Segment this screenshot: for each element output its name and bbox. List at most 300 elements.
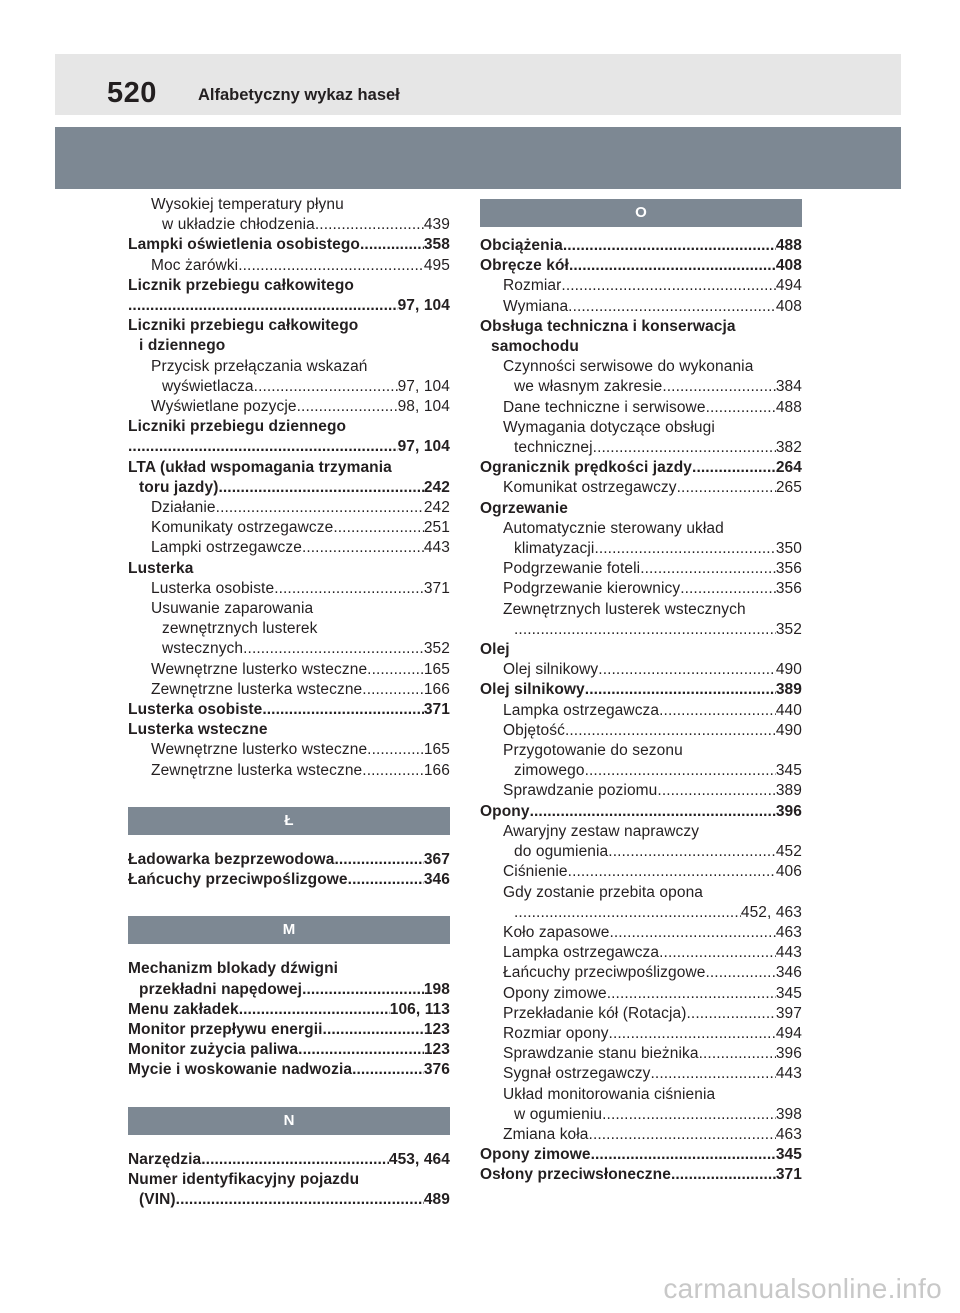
- entry-term: Numer identyfikacyjny pojazdu: [128, 1170, 360, 1188]
- entry-term: Narzędzia: [128, 1150, 202, 1168]
- entry-term: Lampki oświetlenia osobistego: [128, 236, 361, 254]
- leader-dots: [591, 1145, 776, 1165]
- index-entry: [128, 1060, 450, 1080]
- leader-dots: [218, 478, 423, 498]
- index-entry: [480, 923, 802, 943]
- index-entry: [128, 377, 450, 397]
- entry-page-ref: 98, 104: [397, 398, 450, 416]
- section-header-n: N: [128, 1107, 450, 1135]
- entry-page-ref: 371: [423, 579, 450, 597]
- entry-page-ref: 440: [775, 701, 802, 719]
- entry-list: [480, 236, 802, 1186]
- leader-dots: [201, 1150, 389, 1170]
- leader-dots: [254, 377, 398, 397]
- index-entry: [480, 620, 802, 640]
- leader-dots: [607, 984, 776, 1004]
- index-entry: [128, 740, 450, 760]
- index-entry: [480, 317, 802, 337]
- entry-term: Lusterka wsteczne: [128, 721, 268, 739]
- entry-term: zimowego: [514, 762, 585, 780]
- entry-page-ref: 371: [423, 701, 450, 719]
- index-entry: [128, 579, 450, 599]
- index-entry: [480, 963, 802, 983]
- index-entry: [128, 700, 450, 720]
- entry-page-ref: 443: [423, 539, 450, 557]
- index-entry: [480, 337, 802, 357]
- entry-term: Łańcuchy przeciwpoślizgowe: [128, 871, 348, 889]
- entry-term: Obsługa techniczna i konserwacja: [480, 317, 736, 335]
- index-entry: [128, 357, 450, 377]
- entry-term: Ciśnienie: [503, 863, 568, 881]
- index-entry: [480, 418, 802, 438]
- leader-dots: [687, 1004, 776, 1024]
- leader-dots: [585, 680, 776, 700]
- entry-term: Lusterka osobiste: [151, 579, 275, 597]
- entry-term: wyświetlacza: [162, 377, 254, 395]
- entry-term: Monitor zużycia paliwa: [128, 1041, 299, 1059]
- entry-term: w ogumieniu: [514, 1105, 603, 1123]
- index-entry: [128, 639, 450, 659]
- entry-list: [128, 959, 450, 1080]
- index-column-right: [480, 199, 802, 1186]
- entry-term: Olej: [480, 641, 510, 659]
- leader-dots: [128, 437, 398, 457]
- index-entry: [480, 984, 802, 1004]
- index-entry: [128, 1190, 450, 1210]
- leader-dots: [298, 1040, 424, 1060]
- page-number: 520: [107, 77, 157, 109]
- leader-dots: [699, 1044, 776, 1064]
- entry-term: Mechanizm blokady dźwigni: [128, 960, 339, 978]
- entry-term: Wymagania dotyczące obsługi: [503, 418, 715, 436]
- index-entry: [128, 458, 450, 478]
- leader-dots: [680, 579, 776, 599]
- index-entry: [480, 377, 802, 397]
- index-entry: [480, 579, 802, 599]
- entry-term: zewnętrznych lusterek: [162, 620, 318, 638]
- index-entry: [128, 276, 450, 296]
- entry-page-ref: 198: [423, 980, 450, 998]
- index-entry: [480, 519, 802, 539]
- leader-dots: [514, 903, 741, 923]
- entry-page-ref: 352: [423, 640, 450, 658]
- leader-dots: [609, 1024, 776, 1044]
- entry-page-ref: 443: [775, 944, 802, 962]
- index-entry: [480, 1064, 802, 1084]
- entry-page-ref: 123: [423, 1020, 450, 1038]
- entry-term: Zewnętrznych lusterek wstecznych: [503, 600, 746, 618]
- leader-dots: [176, 1190, 424, 1210]
- entry-page-ref: 408: [775, 257, 802, 275]
- entry-term: Opony zimowe: [480, 1146, 591, 1164]
- entry-page-ref: 396: [775, 802, 802, 820]
- entry-page-ref: 453, 464: [388, 1150, 450, 1168]
- entry-term: Monitor przepływu energii: [128, 1020, 323, 1038]
- index-entry: [480, 398, 802, 418]
- leader-dots: [563, 236, 776, 256]
- entry-term: klimatyzacji: [514, 540, 595, 558]
- index-entry: [128, 761, 450, 781]
- index-entry: [480, 1085, 802, 1105]
- entry-page-ref: 242: [423, 499, 450, 517]
- leader-dots: [561, 276, 775, 296]
- index-entry: [480, 1044, 802, 1064]
- index-entry: [480, 1105, 802, 1125]
- entry-term: toru jazdy): [139, 478, 219, 496]
- index-entry: [480, 701, 802, 721]
- entry-page-ref: 398: [775, 1105, 802, 1123]
- entry-page-ref: 452, 463: [740, 903, 802, 921]
- entry-page-ref: 345: [775, 1146, 802, 1164]
- index-entry: [480, 478, 802, 498]
- entry-page-ref: 408: [775, 297, 802, 315]
- entry-page-ref: 439: [423, 216, 450, 234]
- section-header-o: O: [480, 199, 802, 227]
- entry-term: Ładowarka bezprzewodowa: [128, 850, 335, 868]
- entry-term: Mycie i woskowanie nadwozia: [128, 1061, 353, 1079]
- index-entry: [480, 640, 802, 660]
- index-entry: [128, 336, 450, 356]
- entry-term: Moc żarówki: [151, 256, 239, 274]
- index-entry: [128, 559, 450, 579]
- leader-dots: [274, 579, 424, 599]
- leader-dots: [216, 498, 424, 518]
- leader-dots: [705, 963, 775, 983]
- index-entry: [480, 903, 802, 923]
- entry-page-ref: 123: [423, 1041, 450, 1059]
- leader-dots: [262, 700, 423, 720]
- page-title: Alfabetyczny wykaz haseł: [198, 86, 400, 104]
- index-entry: [480, 680, 802, 700]
- leader-dots: [243, 639, 424, 659]
- leader-dots: [239, 1000, 390, 1020]
- entry-page-ref: 389: [775, 782, 802, 800]
- index-entry: [480, 802, 802, 822]
- entry-page-ref: 495: [423, 256, 450, 274]
- entry-page-ref: 494: [775, 1024, 802, 1042]
- entry-term: Dane techniczne i serwisowe: [503, 398, 706, 416]
- entry-term: Zmiana koła: [503, 1125, 589, 1143]
- index-entry: [128, 680, 450, 700]
- section-header-m: M: [128, 916, 450, 944]
- leader-dots: [362, 680, 424, 700]
- entry-list: [128, 195, 450, 781]
- index-entry: [128, 296, 450, 316]
- entry-page-ref: 265: [775, 479, 802, 497]
- entry-term: Licznik przebiegu całkowitego: [128, 276, 354, 294]
- index-entry: [128, 870, 450, 890]
- leader-dots: [128, 296, 398, 316]
- entry-page-ref: 264: [775, 459, 802, 477]
- entry-list: [128, 850, 450, 890]
- watermark: carmanualsonline.info: [663, 1273, 942, 1304]
- entry-page-ref: 166: [423, 761, 450, 779]
- entry-term: wstecznych: [162, 640, 244, 658]
- entry-term: Opony: [480, 802, 530, 820]
- index-entry: [128, 1040, 450, 1060]
- leader-dots: [662, 377, 775, 397]
- entry-page-ref: 376: [423, 1061, 450, 1079]
- entry-term: Wyświetlane pozycje: [151, 398, 297, 416]
- entry-page-ref: 489: [423, 1190, 450, 1208]
- index-entry: [128, 1150, 450, 1170]
- entry-term: Łańcuchy przeciwpoślizgowe: [503, 964, 706, 982]
- entry-term: Rozmiar opony: [503, 1024, 609, 1042]
- entry-term: Usuwanie zaparowania: [151, 600, 314, 618]
- leader-dots: [589, 1125, 776, 1145]
- leader-dots: [333, 518, 423, 538]
- header-band: [55, 54, 901, 115]
- leader-dots: [334, 850, 423, 870]
- leader-dots: [352, 1060, 424, 1080]
- index-entry: [480, 741, 802, 761]
- section-header-l: Ł: [128, 807, 450, 835]
- entry-page-ref: 488: [775, 237, 802, 254]
- entry-page-ref: 358: [423, 236, 450, 254]
- leader-dots: [569, 256, 776, 276]
- entry-page-ref: 371: [775, 1166, 802, 1184]
- leader-dots: [659, 943, 776, 963]
- entry-term: Przycisk przełączania wskazań: [151, 357, 368, 375]
- index-entry: [128, 256, 450, 276]
- entry-term: Przygotowanie do sezonu: [503, 742, 683, 760]
- index-entry: [480, 559, 802, 579]
- entry-term: Obręcze kół: [480, 257, 569, 275]
- leader-dots: [692, 458, 776, 478]
- index-entry: [480, 883, 802, 903]
- entry-page-ref: 389: [775, 681, 802, 699]
- index-entry: [128, 599, 450, 619]
- leader-dots: [671, 1165, 776, 1185]
- leader-dots: [297, 397, 398, 417]
- entry-page-ref: 396: [775, 1045, 802, 1063]
- index-entry: [480, 1165, 802, 1185]
- entry-term: Sygnał ostrzegawczy: [503, 1065, 651, 1083]
- entry-term: Układ monitorowania ciśnienia: [503, 1085, 716, 1103]
- leader-dots: [608, 842, 776, 862]
- leader-dots: [677, 478, 776, 498]
- entry-term: Lampki ostrzegawcze: [151, 539, 302, 557]
- leader-dots: [659, 701, 776, 721]
- entry-term: (VIN): [139, 1190, 176, 1208]
- index-entry: [480, 357, 802, 377]
- leader-dots: [367, 660, 424, 680]
- entry-term: Czynności serwisowe do wykonania: [503, 358, 754, 376]
- entry-term: Podgrzewanie kierownicy: [503, 580, 681, 598]
- index-column-left: [128, 195, 450, 1210]
- index-entry: [480, 781, 802, 801]
- entry-page-ref: 356: [775, 580, 802, 598]
- leader-dots: [594, 539, 775, 559]
- entry-page-ref: 346: [775, 964, 802, 982]
- leader-dots: [585, 761, 776, 781]
- index-entry: [480, 862, 802, 882]
- leader-dots: [302, 980, 424, 1000]
- entry-page-ref: 494: [775, 277, 802, 295]
- entry-page-ref: 356: [775, 560, 802, 578]
- entry-page-ref: 346: [423, 871, 450, 889]
- entry-term: Koło zapasowe: [503, 923, 610, 941]
- entry-page-ref: 490: [775, 661, 802, 679]
- entry-term: LTA (układ wspomagania trzymania: [128, 458, 392, 476]
- index-entry: [128, 850, 450, 870]
- entry-page-ref: 367: [423, 850, 450, 868]
- index-entry: [480, 1125, 802, 1145]
- index-entry: [480, 458, 802, 478]
- entry-term: Automatycznie sterowany układ: [503, 519, 724, 537]
- leader-dots: [568, 297, 776, 317]
- entry-term: Zewnętrzne lusterka wsteczne: [151, 761, 363, 779]
- entry-term: Podgrzewanie foteli: [503, 560, 641, 578]
- leader-dots: [593, 438, 776, 458]
- entry-page-ref: 463: [775, 923, 802, 941]
- entry-term: Sprawdzanie poziomu: [503, 782, 658, 800]
- entry-page-ref: 97, 104: [397, 297, 450, 315]
- entry-page-ref: 97, 104: [397, 377, 450, 395]
- leader-dots: [315, 215, 424, 235]
- leader-dots: [362, 761, 424, 781]
- entry-term: Lusterka: [128, 559, 194, 577]
- index-entry: [128, 1000, 450, 1020]
- entry-page-ref: 165: [423, 741, 450, 759]
- entry-page-ref: 350: [775, 540, 802, 558]
- entry-term: Liczniki przebiegu dziennego: [128, 418, 347, 436]
- leader-dots: [565, 721, 776, 741]
- index-entry: [480, 842, 802, 862]
- entry-term: do ogumienia: [514, 843, 609, 861]
- entry-page-ref: 106, 113: [389, 1000, 450, 1018]
- leader-dots: [360, 235, 424, 255]
- leader-dots: [302, 538, 424, 558]
- entry-term: Działanie: [151, 499, 216, 517]
- entry-term: Olej silnikowy: [480, 681, 585, 699]
- entry-page-ref: 443: [775, 1065, 802, 1083]
- leader-dots: [514, 620, 776, 640]
- entry-term: Ogrzewanie: [480, 499, 568, 517]
- entry-page-ref: 345: [775, 762, 802, 780]
- leader-dots: [530, 802, 776, 822]
- entry-page-ref: 452: [775, 843, 802, 861]
- leader-dots: [657, 781, 775, 801]
- index-entry: [480, 236, 802, 256]
- leader-dots: [609, 923, 775, 943]
- entry-term: technicznej: [514, 439, 593, 457]
- index-entry: [128, 498, 450, 518]
- index-entry: [128, 980, 450, 1000]
- entry-page-ref: 242: [423, 478, 450, 496]
- entry-term: przekładni napędowej: [139, 980, 303, 998]
- leader-dots: [706, 398, 776, 418]
- index-entry: [128, 316, 450, 336]
- leader-dots: [651, 1064, 776, 1084]
- leader-dots: [598, 660, 776, 680]
- index-entry: [128, 518, 450, 538]
- entry-term: Olej silnikowy: [503, 661, 599, 679]
- index-entry: [480, 660, 802, 680]
- entry-term: samochodu: [491, 338, 579, 356]
- entry-page-ref: 384: [775, 378, 802, 396]
- entry-term: Komunikaty ostrzegawcze: [151, 519, 334, 537]
- index-entry: [128, 417, 450, 437]
- index-entry: [480, 256, 802, 276]
- entry-term: i dziennego: [139, 337, 226, 355]
- index-entry: [480, 721, 802, 741]
- entry-page-ref: 463: [775, 1125, 802, 1143]
- entry-term: Sprawdzanie stanu bieżnika: [503, 1045, 699, 1063]
- index-entry: [480, 1145, 802, 1165]
- leader-dots: [640, 559, 776, 579]
- entry-term: Komunikat ostrzegawczy: [503, 479, 677, 497]
- index-entry: [128, 397, 450, 417]
- leader-dots: [568, 862, 776, 882]
- leader-dots: [367, 740, 424, 760]
- entry-term: Ogranicznik prędkości jazdy: [480, 459, 693, 477]
- entry-term: Wewnętrzne lusterko wsteczne: [151, 741, 368, 759]
- index-entry: [480, 438, 802, 458]
- entry-page-ref: 488: [775, 398, 802, 416]
- entry-term: Lusterka osobiste: [128, 701, 263, 719]
- index-entry: [480, 943, 802, 963]
- index-entry: [480, 600, 802, 620]
- index-entry: [128, 215, 450, 235]
- entry-page-ref: 382: [775, 439, 802, 457]
- entry-term: Wewnętrzne lusterko wsteczne: [151, 660, 368, 678]
- index-entry: [480, 539, 802, 559]
- entry-page-ref: 165: [423, 660, 450, 678]
- index-entry: [128, 235, 450, 255]
- header-dark-band: [55, 127, 901, 189]
- entry-term: Lampka ostrzegawcza: [503, 944, 660, 962]
- index-entry: [480, 1024, 802, 1044]
- index-entry: [128, 720, 450, 740]
- entry-page-ref: 397: [775, 1004, 802, 1022]
- index-entry: [128, 437, 450, 457]
- index-entry: [128, 1170, 450, 1190]
- entry-term: Liczniki przebiegu całkowitego: [128, 317, 359, 335]
- index-entry: [480, 761, 802, 781]
- entry-page-ref: 251: [423, 519, 450, 537]
- entry-term: we własnym zakresie: [514, 378, 663, 396]
- index-entry: [480, 499, 802, 519]
- index-entry: [128, 478, 450, 498]
- leader-dots: [348, 870, 424, 890]
- index-entry: [128, 538, 450, 558]
- entry-term: Osłony przeciwsłoneczne: [480, 1166, 671, 1184]
- index-entry: [128, 959, 450, 979]
- leader-dots: [323, 1020, 424, 1040]
- entry-term: Opony zimowe: [503, 984, 607, 1002]
- entry-term: Rozmiar: [503, 277, 562, 295]
- leader-dots: [238, 256, 424, 276]
- entry-page-ref: 345: [775, 984, 802, 1002]
- entry-page-ref: 406: [775, 863, 802, 881]
- entry-page-ref: 166: [423, 680, 450, 698]
- index-entry: [128, 660, 450, 680]
- entry-term: Wysokiej temperatury płynu: [151, 196, 344, 213]
- leader-dots: [602, 1105, 776, 1125]
- index-entry: [480, 1004, 802, 1024]
- index-entry: [128, 1020, 450, 1040]
- entry-term: Wymiana: [503, 297, 569, 315]
- entry-page-ref: 490: [775, 721, 802, 739]
- index-entry: [128, 195, 450, 215]
- index-entry: [128, 619, 450, 639]
- entry-term: w układzie chłodzenia: [162, 216, 315, 234]
- entry-term: Lampka ostrzegawcza: [503, 701, 660, 719]
- entry-term: Przekładanie kół (Rotacja): [503, 1004, 687, 1022]
- entry-term: Objętość: [503, 721, 565, 739]
- entry-term: Menu zakładek: [128, 1000, 239, 1018]
